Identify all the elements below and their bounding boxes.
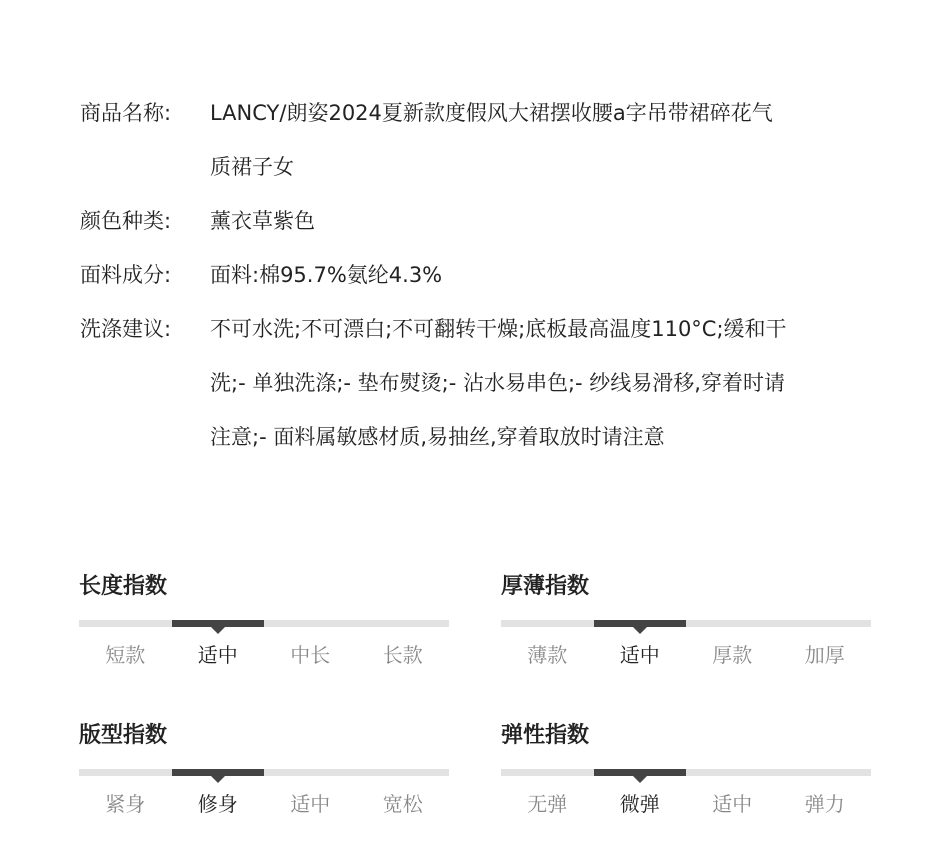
fit-option: 适中: [290, 792, 331, 816]
length-index-options: [79, 641, 449, 669]
length-option: 适中: [197, 643, 238, 667]
care-line: 不可水洗;不可漂白;不可翻转干燥;底板最高温度110°C;缓和干: [210, 317, 787, 341]
length-index: [79, 572, 449, 669]
care-label: 洗涤建议:: [80, 317, 172, 341]
product-name-label: 商品名称:: [80, 101, 172, 125]
fit-index-title: 版型指数: [79, 723, 168, 748]
thickness-index-options: [501, 641, 871, 669]
length-option: 长款: [382, 643, 423, 667]
care-line: 洗;- 单独洗涤;- 垫布熨烫;- 沾水易串色;- 纱线易滑移,穿着时请: [210, 371, 785, 395]
elasticity-option: 微弹: [619, 792, 660, 816]
product-name-row: [80, 86, 880, 194]
product-info: [80, 86, 880, 464]
elasticity-option: 弹力: [804, 792, 845, 816]
thickness-index: [501, 572, 871, 669]
length-index-track: [79, 620, 449, 627]
elasticity-index-options: [501, 790, 871, 818]
fabric-row: [80, 248, 880, 302]
elasticity-index-indicator: [594, 769, 687, 776]
color-row: [80, 194, 880, 248]
product-name-line: 质裙子女: [210, 155, 294, 179]
elasticity-index: [501, 721, 871, 818]
fit-index-options: [79, 790, 449, 818]
thickness-option: 厚款: [712, 643, 753, 667]
fabric-value: 面料:棉95.7%氨纶4.3%: [210, 263, 443, 287]
length-index-indicator: [172, 620, 265, 627]
product-name-line: LANCY/朗姿2024夏新款度假风大裙摆收腰a字吊带裙碎花气: [210, 101, 773, 125]
fabric-label: 面料成分:: [80, 263, 172, 287]
elasticity-option: 适中: [712, 792, 753, 816]
length-index-title: 长度指数: [79, 574, 168, 599]
thickness-option: 薄款: [527, 643, 568, 667]
care-row: [80, 302, 880, 464]
length-option: 中长: [290, 643, 331, 667]
care-value: [210, 302, 880, 464]
product-name-value: [210, 86, 880, 194]
elasticity-index-track: [501, 769, 871, 776]
thickness-index-indicator: [594, 620, 687, 627]
fit-option: 宽松: [382, 792, 423, 816]
elasticity-option: 无弹: [527, 792, 568, 816]
fit-option: 紧身: [105, 792, 146, 816]
fit-index-indicator: [172, 769, 265, 776]
fit-index-track: [79, 769, 449, 776]
thickness-index-title: 厚薄指数: [501, 574, 590, 599]
color-label: 颜色种类:: [80, 209, 172, 233]
thickness-option: 加厚: [804, 643, 845, 667]
thickness-option: 适中: [619, 643, 660, 667]
fit-option: 修身: [197, 792, 238, 816]
length-option: 短款: [105, 643, 146, 667]
color-value: 薰衣草紫色: [210, 209, 315, 233]
elasticity-index-title: 弹性指数: [501, 723, 590, 748]
care-line: 注意;- 面料属敏感材质,易抽丝,穿着取放时请注意: [210, 425, 665, 449]
thickness-index-track: [501, 620, 871, 627]
fit-index: [79, 721, 449, 818]
